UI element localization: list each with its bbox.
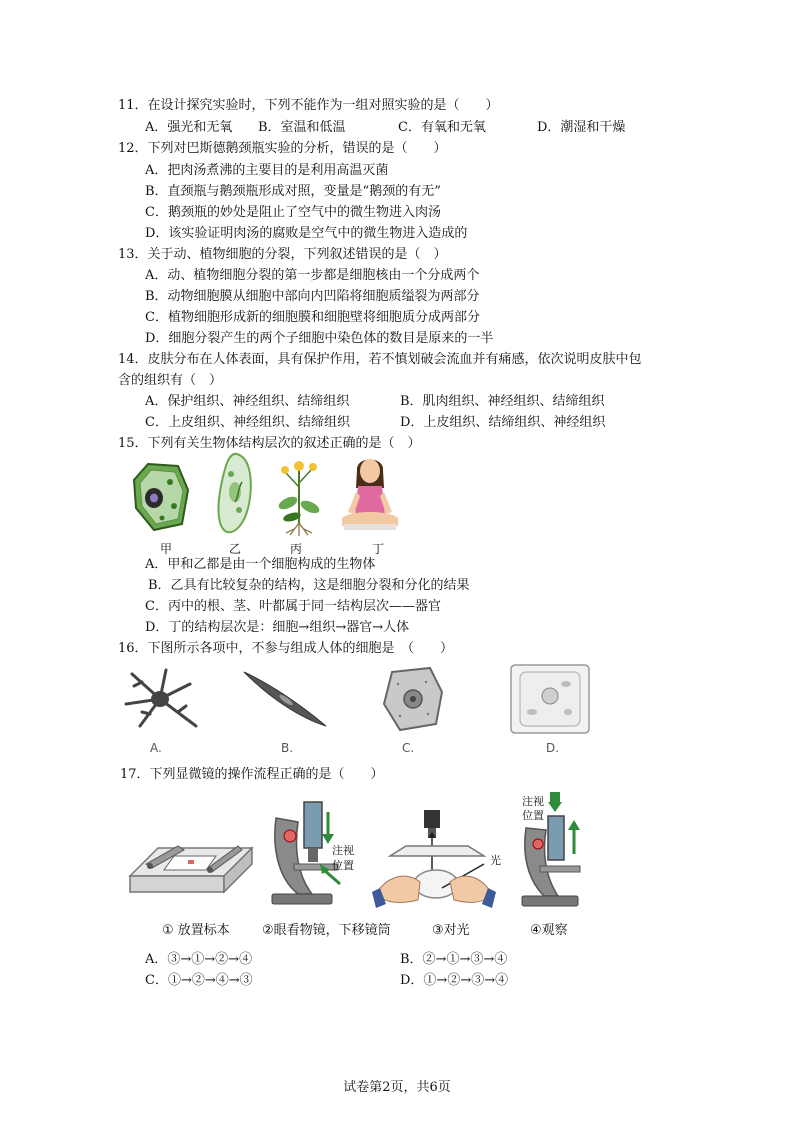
plant-cell-figure xyxy=(130,460,192,534)
q12-option-b: B．直颈瓶与鹅颈瓶形成对照，变量是“鹅颈的有无” xyxy=(145,184,441,199)
figure-label-ding: 丁 xyxy=(372,542,385,556)
q11-option-c: C．有氧和无氧 xyxy=(398,120,486,135)
q13-option-b: B．动物细胞膜从细胞中部向内凹陷将细胞质缢裂为两部分 xyxy=(145,289,480,304)
q14-option-d: D．上皮组织、结缔组织、神经组织 xyxy=(400,415,606,430)
q11-option-b: B．室温和低温 xyxy=(258,120,346,135)
stage-specimen-figure xyxy=(128,826,254,912)
page-footer: 试卷第2页，共6页 xyxy=(343,1080,451,1095)
q17-stem: 17．下列显微镜的操作流程正确的是（ ） xyxy=(120,767,384,782)
q13-option-c: C．植物细胞形成新的细胞膜和细胞壁将细胞质分成两部分 xyxy=(145,310,480,325)
q17-option-b: B．②→①→③→④ xyxy=(400,952,508,967)
observe-position-label: 位置 xyxy=(522,809,544,822)
figure-label-jia: 甲 xyxy=(160,542,173,556)
figure-label-bing: 丙 xyxy=(290,542,303,556)
step1-caption: ① 放置标本 xyxy=(162,923,230,938)
step3-caption: ③对光 xyxy=(432,923,470,938)
q12-option-d: D．该实验证明肉汤的腐败是空气中的微生物进入造成的 xyxy=(145,226,468,241)
q11-option-d: D．潮湿和干燥 xyxy=(537,120,626,135)
q14-stem-line2: 含的组织有（ ） xyxy=(118,373,223,388)
q14-option-c: C．上皮组织、神经组织、结缔组织 xyxy=(145,415,350,430)
option-label-b: B. xyxy=(281,741,294,755)
option-label-d: D. xyxy=(546,741,560,755)
girl-figure xyxy=(340,452,400,534)
observe-gaze-label: 注视 xyxy=(522,795,544,808)
q15-option-c: C．丙中的根、茎、叶都属于同一结构层次——器官 xyxy=(145,599,441,614)
rapeseed-plant-figure xyxy=(272,457,326,537)
paramecium-figure xyxy=(215,452,255,536)
smooth-muscle-cell-figure xyxy=(240,668,330,730)
q17-option-d: D．①→②→③→④ xyxy=(400,973,509,988)
gaze-note-label: 注视 xyxy=(332,844,354,857)
figure-label-yi: 乙 xyxy=(229,542,242,556)
step4-caption: ④观察 xyxy=(530,923,568,938)
microscope-observing-figure xyxy=(520,790,590,910)
q12-option-c: C．鹅颈瓶的妙处是阻止了空气中的微生物进入肉汤 xyxy=(145,205,441,220)
q14-stem-line1: 14．皮肤分布在人体表面，具有保护作用，若不慎划破会流血并有痛感，依次说明皮肤中包 xyxy=(118,352,642,367)
q11-stem: 11．在设计探究实验时，下列不能作为一组对照实验的是（ ） xyxy=(118,98,499,113)
q15-option-b: B．乙具有比较复杂的结构，这是细胞分裂和分化的结果 xyxy=(148,578,470,593)
q14-option-b: B．肌肉组织、神经组织、结缔组织 xyxy=(400,394,605,409)
q14-option-a: A．保护组织、神经组织、结缔组织 xyxy=(145,394,350,409)
q17-option-c: C．①→②→④→③ xyxy=(145,973,253,988)
q15-option-d: D．丁的结构层次是：细胞→组织→器官→人体 xyxy=(145,620,410,635)
option-label-c: C. xyxy=(402,741,415,755)
q15-stem: 15．下列有关生物体结构层次的叙述正确的是（ ） xyxy=(118,436,421,451)
q17-option-a: A．③→①→②→④ xyxy=(145,952,253,967)
epithelial-cell-figure xyxy=(380,664,446,734)
plant-cell-outline-figure xyxy=(508,662,592,736)
light-label: 光 xyxy=(490,854,501,867)
q16-stem: 16．下图所示各项中，不参与组成人体的细胞是 （ ） xyxy=(118,641,454,656)
neuron-figure xyxy=(120,664,200,734)
q12-option-a: A．把肉汤煮沸的主要目的是利用高温灭菌 xyxy=(145,163,389,178)
q13-option-a: A．动、植物细胞分裂的第一步都是细胞核由一个分成两个 xyxy=(145,268,480,283)
q15-option-a: A．甲和乙都是由一个细胞构成的生物体 xyxy=(145,557,376,572)
step2-caption: ②眼看物镜，下移镜筒 xyxy=(262,923,391,938)
q13-stem: 13．关于动、植物细胞的分裂，下列叙述错误的是（ ） xyxy=(118,247,447,262)
q11-option-a: A．强光和无氧 xyxy=(145,120,233,135)
option-label-a: A. xyxy=(150,741,162,755)
gaze-position-label: 位置 xyxy=(332,859,354,872)
q13-option-d: D．细胞分裂产生的两个子细胞中染色体的数目是原来的一半 xyxy=(145,331,494,346)
q12-stem: 12．下列对巴斯德鹅颈瓶实验的分析，错误的是（ ） xyxy=(118,141,447,156)
